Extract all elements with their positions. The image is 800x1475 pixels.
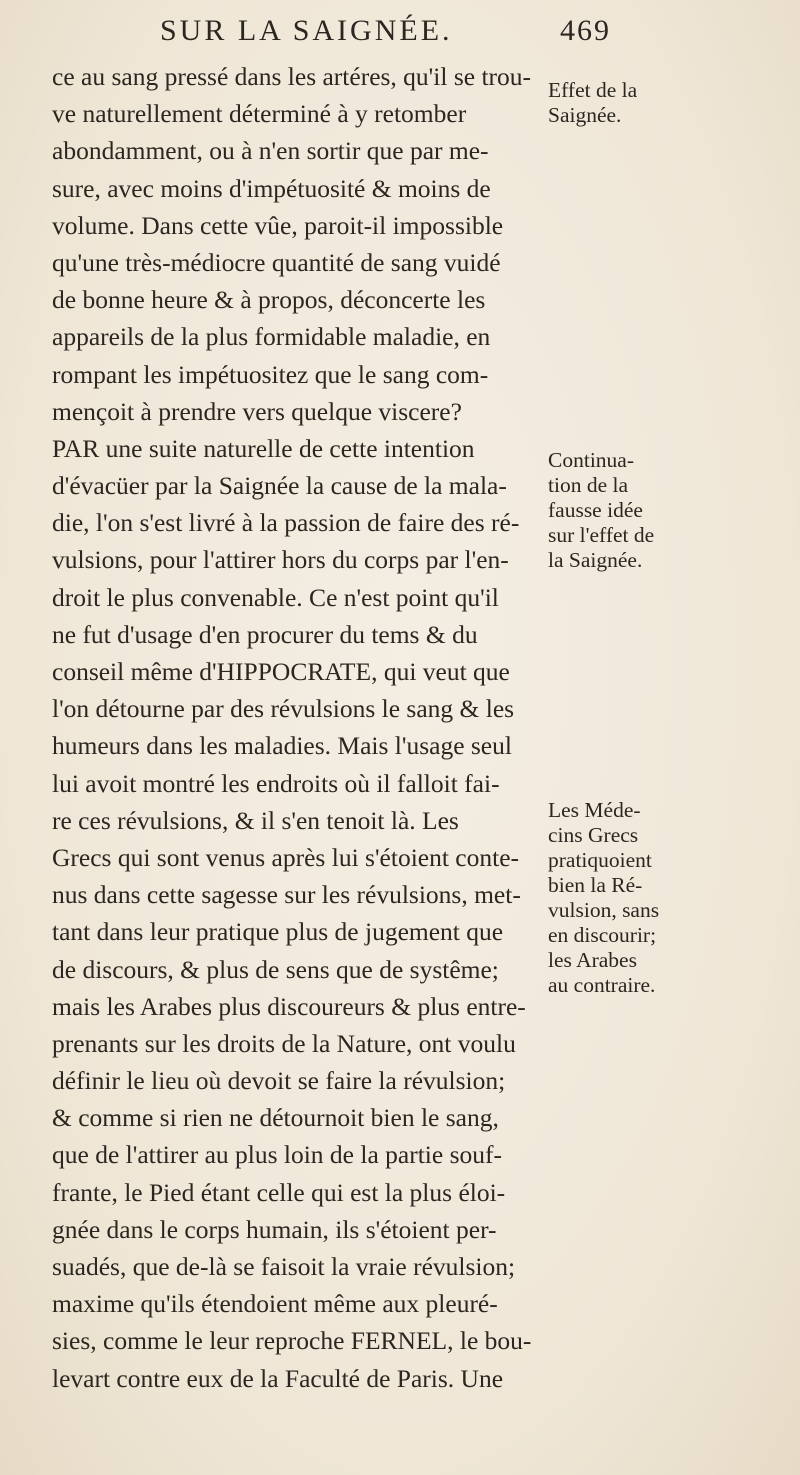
note-line: la Saignée.: [548, 548, 643, 572]
text-line: humeurs dans les maladies. Mais l'usage seul: [52, 731, 512, 761]
margin-note-continuation: [548, 448, 793, 573]
note-line: Effet de la: [548, 78, 638, 102]
text-line: ce au sang pressé dans les artéres, qu'il se trou-: [52, 62, 532, 91]
text-line: maxime qu'ils étendoient même aux pleuré-: [52, 1289, 498, 1319]
note-line: Les Méde-: [548, 798, 641, 822]
text-line: tant dans leur pratique plus de jugement que: [52, 917, 504, 947]
text-line: définir le lieu où devoit se faire la révulsion;: [52, 1066, 506, 1096]
text-line: & comme si rien ne détournoit bien le sang,: [52, 1103, 499, 1133]
note-line: bien la Ré-: [548, 873, 643, 897]
note-line: sur l'effet de: [548, 523, 655, 547]
note-line: fausse idée: [548, 498, 643, 522]
note-line: les Arabes: [548, 948, 637, 972]
margin-note-effet: [548, 78, 793, 128]
page-number: 469: [560, 14, 611, 47]
text-line: nus dans cette sagesse sur les révulsions, met-: [52, 880, 521, 910]
text-line: suadés, que de-là se faisoit la vraie révulsion;: [52, 1252, 516, 1281]
running-title: SUR LA SAIGNÉE.: [160, 14, 453, 47]
text-line: abondamment, ou à n'en sortir que par me-: [52, 136, 489, 166]
note-line: en discourir;: [548, 923, 657, 947]
note-line: vulsion, sans: [548, 898, 660, 922]
text-line: sure, avec moins d'impétuosité & moins de: [52, 173, 491, 203]
note-line: tion de la: [548, 473, 629, 497]
text-line: de discours, & plus de sens que de systême;: [52, 954, 499, 984]
text-line: sies, comme le leur reproche FERNEL, le bou-: [52, 1326, 532, 1356]
text-line: levart contre eux de la Faculté de Paris. Une: [52, 1363, 504, 1393]
note-line: Saignée.: [548, 103, 622, 127]
text-line: prenants sur les droits de la Nature, ont voulu: [52, 1028, 516, 1058]
text-line: que de l'attirer au plus loin de la partie souf-: [52, 1140, 502, 1170]
text-line: volume. Dans cette vûe, paroit-il impossible: [52, 210, 504, 240]
text-line: Grecs qui sont venus après lui s'étoient conte-: [52, 842, 520, 872]
text-line: PAR une suite naturelle de cette intention: [52, 433, 475, 463]
text-line: ne fut d'usage d'en procurer du tems & du: [52, 619, 478, 649]
text-line: conseil même d'HIPPOCRATE, qui veut que: [52, 657, 510, 686]
text-line: qu'une très-médiocre quantité de sang vuidé: [52, 247, 501, 277]
text-line: vulsions, pour l'attirer hors du corps par l'en-: [52, 545, 509, 575]
text-line: lui avoit montré les endroits où il falloit fai-: [52, 768, 500, 798]
text-line: de bonne heure & à propos, déconcerte les: [52, 285, 486, 315]
text-line: gnée dans le corps humain, ils s'étoient per-: [52, 1214, 497, 1244]
text-line: ve naturellement déterminé à y retomber: [52, 99, 467, 129]
main-text: [52, 58, 652, 1397]
text-line: die, l'on s'est livré à la passion de faire des ré-: [52, 508, 520, 538]
note-line: au contraire.: [548, 973, 656, 997]
text-line: re ces révulsions, & il s'en tenoit là. Les: [52, 805, 459, 835]
text-line: mençoit à prendre vers quelque viscere?: [52, 396, 462, 426]
text-line: appareils de la plus formidable maladie, en: [52, 322, 491, 352]
text-line: droit le plus convenable. Ce n'est point qu'il: [52, 582, 499, 612]
text-line: frante, le Pied étant celle qui est la plus éloi-: [52, 1177, 506, 1207]
text-line: rompant les impétuositez que le sang com-: [52, 359, 489, 389]
text-line: d'évacüer par la Saignée la cause de la mala-: [52, 471, 507, 501]
text-line: mais les Arabes plus discoureurs & plus entre-: [52, 991, 526, 1021]
note-line: cins Grecs: [548, 823, 639, 847]
margin-note-medecins: [548, 798, 793, 998]
note-line: Continua-: [548, 448, 634, 472]
running-header: [160, 14, 700, 54]
text-line: l'on détourne par des révulsions le sang & les: [52, 694, 515, 724]
note-line: pratiquoient: [548, 848, 652, 872]
